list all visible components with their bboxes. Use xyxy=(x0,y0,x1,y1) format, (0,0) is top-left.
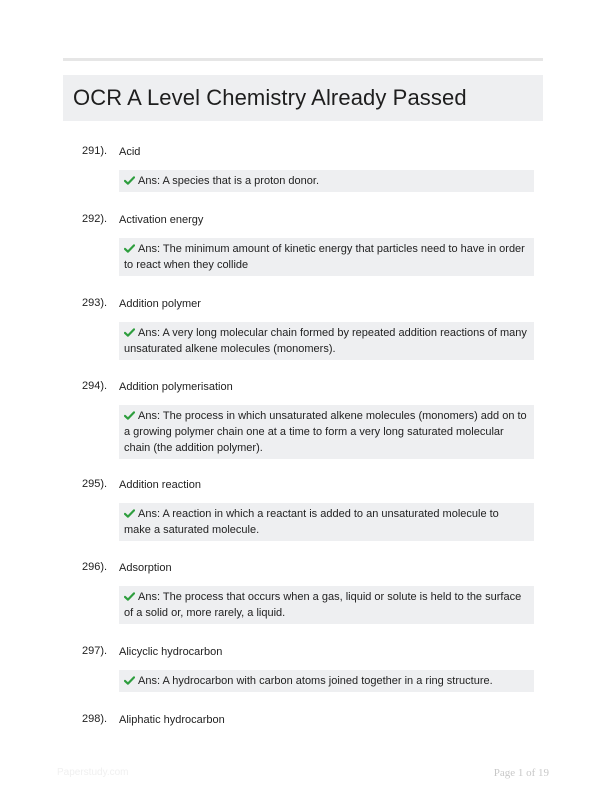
answer-box xyxy=(119,238,534,276)
check-icon xyxy=(124,509,135,518)
page-number: Page 1 of 19 xyxy=(493,767,549,779)
page-title: OCR A Level Chemistry Already Passed xyxy=(73,85,467,110)
item-term: Aliphatic hydrocarbon xyxy=(119,714,225,726)
check-icon xyxy=(124,592,135,601)
item-term: Addition polymerisation xyxy=(119,381,233,393)
answer-prefix: Ans: xyxy=(138,327,161,339)
item-term: Activation energy xyxy=(119,214,204,226)
top-divider xyxy=(63,58,543,61)
check-icon xyxy=(124,176,135,185)
item-term: Alicyclic hydrocarbon xyxy=(119,646,223,658)
check-icon xyxy=(124,328,135,337)
answer-box xyxy=(119,322,534,360)
item-number: 292). xyxy=(82,213,108,225)
answer-text: A species that is a proton donor. xyxy=(162,175,320,187)
answer-text: The process that occurs when a gas, liquid or solute is held to the surface of a solid or, more rarely, a liquid. xyxy=(124,591,522,619)
item-number: 293). xyxy=(82,297,108,309)
item-term: Addition reaction xyxy=(119,479,201,491)
check-icon xyxy=(124,676,135,685)
item-number: 296). xyxy=(82,561,108,573)
answer-text: A hydrocarbon with carbon atoms joined together in a ring structure. xyxy=(162,675,493,687)
answer-prefix: Ans: xyxy=(138,591,161,603)
answer-text: The minimum amount of kinetic energy that particles need to have in order to react when they collide xyxy=(124,243,525,271)
item-number: 295). xyxy=(82,478,108,490)
answer-prefix: Ans: xyxy=(138,675,161,687)
item-term: Addition polymer xyxy=(119,298,201,310)
item-number: 294). xyxy=(82,380,108,392)
answer-prefix: Ans: xyxy=(138,175,161,187)
answer-box xyxy=(119,670,534,692)
item-number: 298). xyxy=(82,713,108,725)
answer-text: A very long molecular chain formed by repeated addition reactions of many unsaturated alkene molecules (monomers). xyxy=(124,327,527,355)
answer-prefix: Ans: xyxy=(138,508,161,520)
answer-prefix: Ans: xyxy=(138,410,161,422)
answer-prefix: Ans: xyxy=(138,243,161,255)
answer-text: The process in which unsaturated alkene molecules (monomers) add on to a growing polymer chain one at a time to form a very long saturated molecular chain (the addition polymer). xyxy=(124,410,527,454)
answer-box xyxy=(119,586,534,624)
check-icon xyxy=(124,411,135,420)
title-banner xyxy=(63,75,543,121)
check-icon xyxy=(124,244,135,253)
answer-box xyxy=(119,170,534,192)
item-term: Acid xyxy=(119,146,141,158)
answer-box xyxy=(119,405,534,459)
item-term: Adsorption xyxy=(119,562,172,574)
item-number: 291). xyxy=(82,145,108,157)
item-number: 297). xyxy=(82,645,108,657)
answer-box xyxy=(119,503,534,541)
footer-watermark: Paperstudy.com xyxy=(57,767,129,778)
answer-text: A reaction in which a reactant is added to an unsaturated molecule to make a saturated molecule. xyxy=(124,508,499,536)
